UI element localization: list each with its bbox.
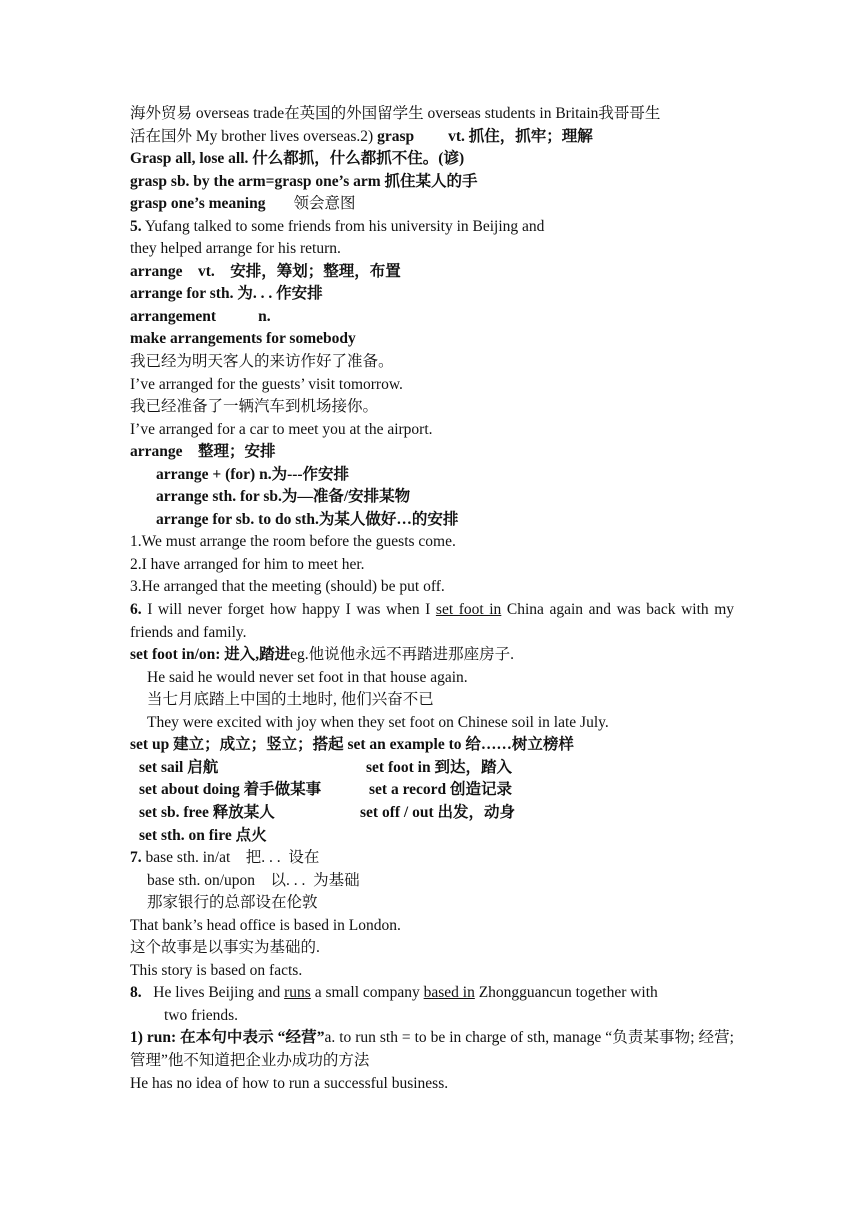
text-line: 海外贸易 overseas trade在英国的外国留学生 overseas students in Britain我哥哥生	[130, 105, 661, 122]
item-heading: 7. base sth. in/at 把. . . 设在	[130, 849, 320, 867]
text-line: 我已经准备了一辆汽车到机场接你。	[130, 398, 379, 416]
document-page	[130, 103, 734, 1095]
text-line: set sail 启航 set foot in 到达，踏入	[139, 758, 512, 776]
text-line: Grasp all, lose all. 什么都抓，什么都抓不住。(谚)	[130, 150, 465, 168]
text-line: arrange + (for) n.为---作安排	[156, 465, 350, 483]
text-line: arrange 整理；安排	[130, 443, 276, 461]
text-line: 这个故事是以事实为基础的.	[130, 939, 320, 957]
text-line: 3.He arranged that the meeting (should) be put off.	[130, 578, 445, 596]
text-line: grasp sb. by the arm=grasp one’s arm 抓住某人的手	[130, 172, 478, 190]
text-line: make arrangements for somebody	[130, 330, 356, 348]
text-line: I’ve arranged for the guests’ visit tomorrow.	[130, 375, 403, 393]
keyword: grasp	[377, 127, 415, 145]
text-line: arrange sth. for sb.为—准备/安排某物	[156, 488, 411, 506]
text-line: set foot in/on: 进入,踏进eg.他说他永远不再踏进那座房子.	[130, 646, 515, 664]
text-line: 1.We must arrange the room before the guests come.	[130, 533, 456, 551]
item-heading: 6. I will never forget how happy I was when I set foot in China again and was back with my friends and family.	[130, 601, 735, 641]
text-line: He has no idea of how to run a successful business.	[130, 1074, 449, 1092]
item-heading: 8. He lives Beijing and runs a small company based in Zhongguancun together with	[130, 984, 658, 1002]
text-line: grasp one’s meaning 领会意图	[130, 195, 356, 213]
text-line: 活在国外 My brother lives overseas.2) grasp vt. 抓住，抓牢；理解	[130, 127, 593, 145]
text-line: He said he would never set foot in that house again.	[147, 668, 468, 686]
text-line: 当七月底踏上中国的土地时, 他们兴奋不已	[147, 691, 434, 709]
text-line: 1) run: 在本句中表示 “经营”a. to run sth = to be in charge of sth, manage “负责某事物; 经营;管理”他不知道把企业办成功的方法	[130, 1029, 734, 1069]
text-line: they helped arrange for his return.	[130, 240, 341, 258]
text-line: arrange vt. 安排，筹划；整理，布置	[130, 262, 401, 280]
text-line: set sb. free 释放某人 set off / out 出发，动身	[139, 803, 515, 821]
text-line: This story is based on facts.	[130, 961, 303, 979]
text-line: 2.I have arranged for him to meet her.	[130, 555, 365, 573]
text-line: They were excited with joy when they set foot on Chinese soil in late July.	[147, 713, 609, 731]
item-heading: 5. Yufang talked to some friends from his university in Beijing and	[130, 217, 545, 235]
text-line: arrange for sth. 为. . . 作安排	[130, 285, 323, 303]
text-line: set up 建立；成立；竖立；搭起 set an example to 给……树立榜样	[130, 736, 574, 754]
text-line: 那家银行的总部设在伦敦	[147, 894, 318, 912]
text-line: arrange for sb. to do sth.为某人做好…的安排	[156, 510, 459, 528]
text-line: arrangement n.	[130, 307, 271, 325]
text-line: set sth. on fire 点火	[139, 826, 267, 844]
text-line: I’ve arranged for a car to meet you at the airport.	[130, 420, 433, 438]
text-line: set about doing 着手做某事 set a record 创造记录	[139, 781, 513, 799]
text-line: 我已经为明天客人的来访作好了准备。	[130, 353, 394, 371]
text-line: two friends.	[164, 1006, 239, 1024]
text-line: base sth. on/upon 以. . . 为基础	[147, 871, 360, 889]
text-line: That bank’s head office is based in London.	[130, 916, 401, 934]
